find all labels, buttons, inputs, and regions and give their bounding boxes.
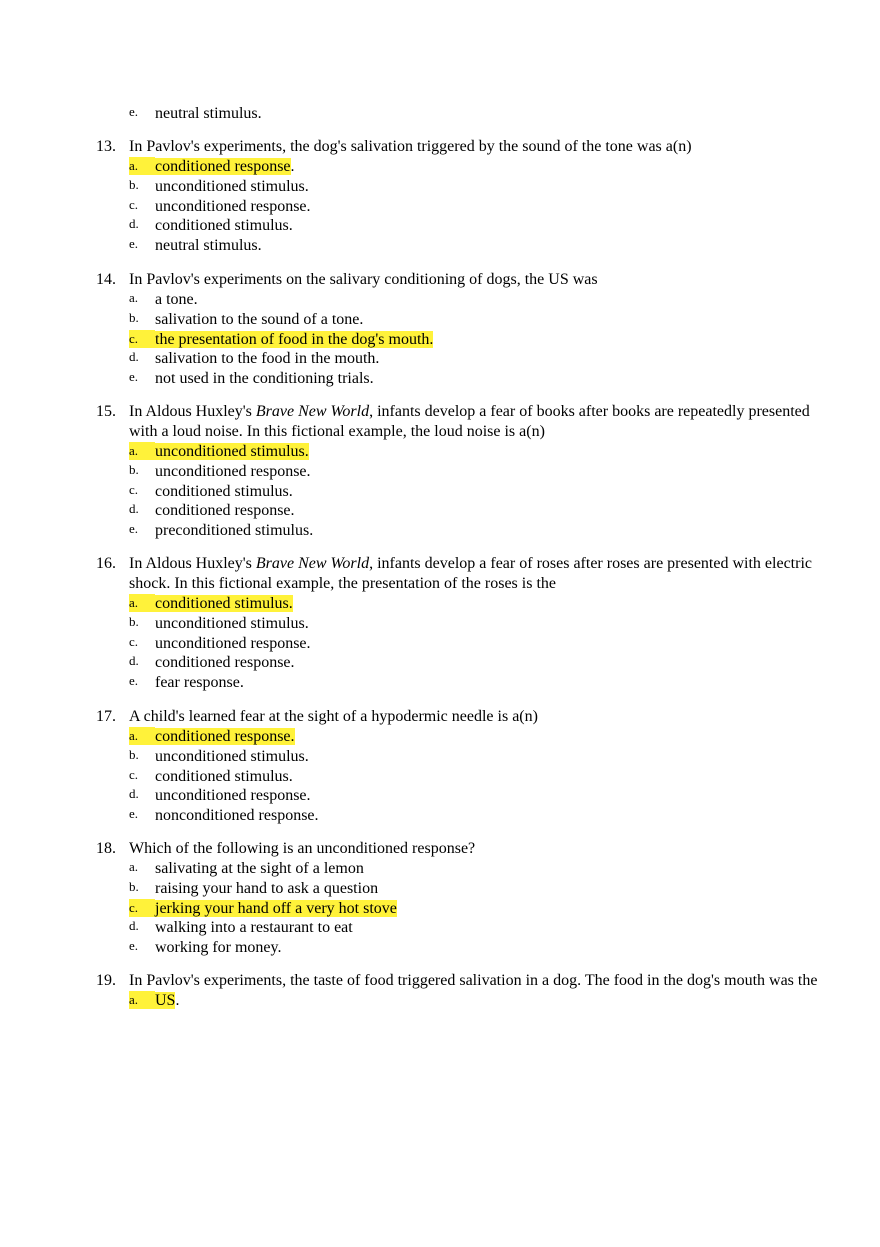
option-text: the presentation of food in the dog's mouth.	[155, 330, 434, 348]
option-text: conditioned stimulus.	[155, 217, 293, 235]
option	[129, 197, 836, 217]
option-text: fear response.	[155, 674, 244, 692]
option-text: unconditioned stimulus.	[155, 443, 309, 460]
question-19	[96, 971, 836, 1011]
option-text: neutral stimulus.	[155, 105, 262, 122]
option	[129, 290, 836, 310]
option	[129, 767, 836, 787]
option-text: neutral stimulus.	[155, 237, 262, 255]
option-correct	[129, 594, 836, 614]
option	[129, 482, 836, 502]
option-letter: c.	[129, 481, 139, 497]
option-letter: d.	[129, 918, 139, 934]
question-text: In Pavlov's experiments on the salivary conditioning of dogs, the US was	[129, 271, 598, 288]
option-text: unconditioned response.	[155, 787, 311, 805]
option-correct	[129, 442, 836, 462]
option-letter: e.	[129, 369, 139, 385]
question-number: 15.	[96, 403, 116, 420]
option-letter: e.	[129, 104, 139, 119]
option-letter: b.	[129, 461, 139, 477]
option	[129, 310, 836, 330]
option-letter: e.	[129, 938, 139, 954]
option	[129, 177, 836, 197]
question-number: 14.	[96, 271, 116, 288]
option-text: unconditioned stimulus.	[155, 177, 309, 195]
option-text: unconditioned response.	[155, 634, 311, 652]
option-text: salivating at the sight of a lemon	[155, 860, 364, 877]
option-text: conditioned response.	[155, 502, 295, 520]
option	[129, 673, 836, 693]
option-letter: a.	[129, 157, 155, 175]
option	[129, 747, 836, 767]
option-text: unconditioned response.	[155, 197, 311, 215]
question-number: 16.	[96, 555, 116, 572]
option-correct	[129, 157, 836, 177]
option-letter: a.	[129, 991, 155, 1009]
option-letter: d.	[129, 349, 139, 365]
option	[129, 236, 836, 256]
option-letter: a.	[129, 442, 155, 460]
option-letter: c.	[129, 766, 139, 782]
option-text: jerking your hand off a very hot stove	[155, 899, 397, 917]
option-letter: e.	[129, 236, 139, 252]
option-text: working for money.	[155, 939, 282, 957]
question-number: 18.	[96, 840, 116, 857]
option-text: raising your hand to ask a question	[155, 879, 379, 897]
question-text: Which of the following is an unconditioned response?	[129, 840, 476, 857]
option-text: conditioned stimulus.	[155, 767, 293, 785]
option-correct	[129, 991, 836, 1011]
book-title: Brave New World	[255, 555, 370, 572]
option-text: conditioned response.	[155, 158, 295, 175]
option	[129, 216, 836, 236]
option-correct	[129, 899, 836, 919]
question-number: 19.	[96, 972, 116, 989]
option-text: conditioned response.	[155, 654, 295, 672]
option	[129, 349, 836, 369]
option-letter: d.	[129, 216, 139, 232]
option	[129, 879, 836, 899]
option-letter: d.	[129, 786, 139, 802]
option-letter: d.	[129, 653, 139, 669]
option-text: unconditioned stimulus.	[155, 614, 309, 632]
question-text: In Pavlov's experiments, the taste of food triggered salivation in a dog. The food in the dog's mouth was the	[129, 972, 818, 989]
option	[129, 614, 836, 634]
question-number: 17.	[96, 708, 116, 725]
option-letter: a.	[129, 727, 155, 745]
option-letter: c.	[129, 899, 155, 917]
option-letter: a.	[129, 594, 155, 612]
option-letter: e.	[129, 806, 139, 822]
option-letter: c.	[129, 330, 155, 348]
option-text: unconditioned stimulus.	[155, 747, 309, 765]
option-correct	[129, 330, 836, 350]
option-text: preconditioned stimulus.	[155, 522, 314, 540]
option-letter: e.	[129, 673, 139, 689]
question-text: In Aldous Huxley's Brave New World, infants develop a fear of books after books are repeatedly presented with a loud noise. In this fictional example, the loud noise is a(n)	[129, 403, 810, 440]
question-text: In Pavlov's experiments, the dog's salivation triggered by the sound of the tone was a(n)	[129, 138, 692, 155]
option-text: unconditioned response.	[155, 462, 311, 480]
option-text: salivation to the food in the mouth.	[155, 350, 380, 368]
option-letter: b.	[129, 746, 139, 762]
option-letter: e.	[129, 521, 139, 537]
question-16	[96, 554, 836, 693]
option-correct	[129, 727, 836, 747]
option	[129, 786, 836, 806]
option-letter: c.	[129, 196, 139, 212]
question-13	[96, 137, 836, 256]
option-text: conditioned stimulus.	[155, 482, 293, 500]
option-text: US.	[155, 992, 180, 1009]
book-title: Brave New World	[255, 403, 370, 420]
option-letter: b.	[129, 309, 139, 325]
option-letter: a.	[129, 859, 139, 874]
option	[129, 806, 836, 826]
option	[129, 104, 836, 124]
option	[129, 521, 836, 541]
option-letter: a.	[129, 290, 139, 305]
question-text: A child's learned fear at the sight of a hypodermic needle is a(n)	[129, 708, 538, 725]
option-text: a tone.	[155, 291, 198, 308]
question-18	[96, 839, 836, 958]
option	[129, 369, 836, 389]
question-number: 13.	[96, 138, 116, 155]
option	[129, 938, 836, 958]
option-text: not used in the conditioning trials.	[155, 370, 374, 388]
option-letter: b.	[129, 176, 139, 192]
option	[129, 634, 836, 654]
option	[129, 918, 836, 938]
option-text: nonconditioned response.	[155, 807, 319, 825]
option-letter: b.	[129, 613, 139, 629]
question-text: In Aldous Huxley's Brave New World, infants develop a fear of roses after roses are presented with electric shock. In this fictional example, the presentation of the roses is the	[129, 555, 812, 592]
question-14	[96, 270, 836, 389]
option	[129, 462, 836, 482]
option-text: conditioned response.	[155, 728, 295, 745]
carryover-option	[96, 104, 836, 124]
option-letter: c.	[129, 633, 139, 649]
question-15	[96, 402, 836, 541]
question-17	[96, 707, 836, 826]
option-text: salivation to the sound of a tone.	[155, 310, 364, 328]
option-text: walking into a restaurant to eat	[155, 919, 353, 937]
option-letter: d.	[129, 501, 139, 517]
option	[129, 501, 836, 521]
option-text: conditioned stimulus.	[155, 595, 293, 612]
option-letter: b.	[129, 878, 139, 894]
option	[129, 859, 836, 879]
option	[129, 653, 836, 673]
